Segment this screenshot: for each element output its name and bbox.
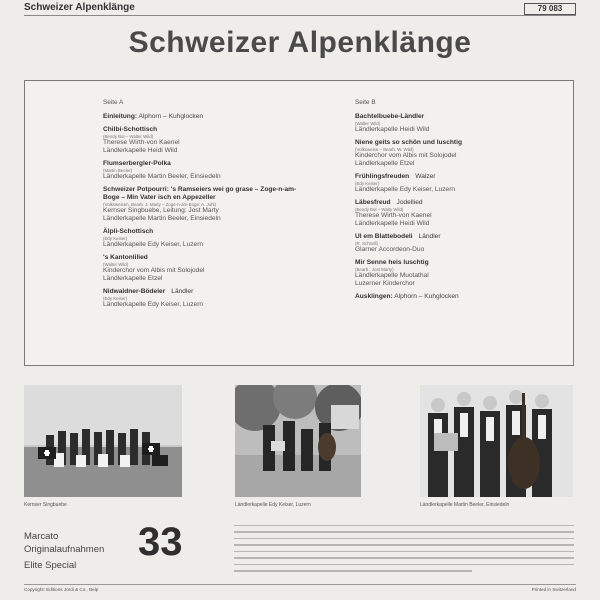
printed-in-notice: Printed in Switzerland bbox=[531, 587, 576, 592]
track-title: Niene geits so schön und luschtig bbox=[355, 139, 462, 146]
track-performer: Therese Wirth-von Kaenel bbox=[103, 139, 180, 146]
track-performer: Ländlerkapelle Edy Keiser, Luzern bbox=[103, 301, 204, 308]
bottom-divider bbox=[24, 584, 576, 585]
track-credit: (Volksweisen, Bearb. J. Marty – Zoge-n-am-Boge: A. Juhl) bbox=[103, 202, 216, 207]
track-side_a-2 bbox=[103, 160, 303, 181]
track-performer: Therese Wirth-von Kaenel bbox=[355, 212, 432, 219]
track-title: Mir Senne heis luschtig bbox=[355, 259, 429, 266]
track-genre: Walzer bbox=[415, 173, 436, 180]
track-credit: (Bearb.: Jost Marty) bbox=[355, 267, 394, 272]
side-a-label: Seite A bbox=[103, 99, 124, 106]
track-credit: (Bendy Bul – Walter Wild) bbox=[103, 134, 154, 139]
track-performer: Ländlerkapelle Etzel bbox=[355, 160, 415, 167]
track-credit: (R. Schnell) bbox=[355, 241, 378, 246]
photo-edy-keiser bbox=[235, 385, 361, 497]
track-credit: (Edy Keiser) bbox=[355, 181, 380, 186]
track-side_b-1 bbox=[355, 113, 555, 134]
catalog-number-box: 79 083 bbox=[524, 3, 576, 15]
track-credit: (Volksweise – Bearb. W. Wild) bbox=[355, 147, 414, 152]
track-performer: Ländlerkapelle Edy Keiser, Luzern bbox=[355, 186, 456, 193]
photo-caption-3: Ländlerkapelle Martin Beeler, Einsiedeln bbox=[420, 502, 510, 508]
photo-martin-beeler bbox=[420, 385, 573, 497]
side-a-track-list bbox=[103, 126, 303, 309]
track-performer: Ländlerkapelle Muotathal bbox=[355, 272, 429, 279]
track-performer: Ländlerkapelle Heidi Wild bbox=[103, 147, 178, 154]
series-label-elite: Elite Special bbox=[24, 560, 77, 571]
series-info bbox=[24, 530, 104, 572]
intro-text: Alphorn – Kuhglocken bbox=[138, 113, 204, 120]
track-title: Bachtelbuebe-Ländler bbox=[355, 113, 425, 120]
side-b-label: Seite B bbox=[355, 99, 376, 106]
track-side_b-3 bbox=[355, 173, 555, 194]
track-performer: Ländlerkapelle Martin Beeler, Einsiedeln bbox=[103, 173, 221, 180]
track-side_a-5 bbox=[103, 254, 303, 283]
track-genre: Jodellied bbox=[396, 199, 423, 206]
side-b-track-list bbox=[355, 113, 555, 288]
track-title: Chilbi-Schottisch bbox=[103, 126, 158, 133]
track-credit: (Walter Wild) bbox=[103, 262, 129, 267]
track-genre: Ländler bbox=[171, 288, 194, 295]
outro-label: Ausklingen: bbox=[355, 293, 393, 300]
track-credit: (Edy Keiser) bbox=[103, 236, 128, 241]
track-performer: Ländlerkapelle Heidi Wild bbox=[355, 220, 430, 227]
side-a-intro bbox=[103, 113, 303, 121]
speed-number: 33 bbox=[138, 520, 183, 564]
liner-notes-illegible bbox=[234, 525, 574, 577]
series-label-original: Originalaufnahmen bbox=[24, 544, 105, 555]
track-side_a-1 bbox=[103, 126, 303, 155]
track-title: Schweizer Potpourri: 's Ramseiers wei go grase – Zoge-n-am-Boge – Min Vater isch en Appezeller bbox=[103, 186, 297, 201]
track-credit: (Martin Beeler) bbox=[103, 168, 133, 173]
side-b-outro bbox=[355, 293, 555, 301]
top-series-label: Schweizer Alpenklänge bbox=[24, 2, 135, 13]
track-performer: Ländlerkapelle Etzel bbox=[103, 275, 163, 282]
photo-kernser-singbuebe bbox=[24, 385, 182, 497]
copyright-notice: Copyright: Editions Jordi & Co., Belp bbox=[24, 587, 99, 592]
track-title: Älpli-Schottisch bbox=[103, 228, 154, 235]
track-title: Nidwaldner-Bödeler bbox=[103, 288, 166, 295]
outro-text: Alphorn – Kuhglocken bbox=[394, 293, 459, 300]
side-b-column bbox=[355, 99, 555, 306]
track-side_b-6 bbox=[355, 259, 555, 288]
track-genre: Ländler bbox=[418, 233, 441, 240]
track-title: Ul em Blattebodeli bbox=[355, 233, 413, 240]
track-side_a-6 bbox=[103, 288, 303, 309]
track-title: 's Kantonlilied bbox=[103, 254, 148, 261]
track-side_b-4 bbox=[355, 199, 555, 228]
track-title: Frühlingsfreuden bbox=[355, 173, 410, 180]
track-performer: Ländlerkapelle Edy Keiser, Luzern bbox=[103, 241, 204, 248]
track-side_b-2 bbox=[355, 139, 555, 168]
track-side_a-4 bbox=[103, 228, 303, 249]
track-credit: (Walter Wild) bbox=[355, 121, 381, 126]
top-divider bbox=[24, 15, 576, 16]
side-a-column bbox=[103, 99, 303, 314]
track-performer: Kinderchor vom Albis mit Solojodel bbox=[355, 152, 457, 159]
track-credit: (Bendy Bul – Walty Wild) bbox=[355, 207, 404, 212]
photo-caption-2: Ländlerkapelle Edy Keiser, Luzern bbox=[235, 502, 311, 508]
track-performer: Ländlerkapelle Martin Beeler, Einsiedeln bbox=[103, 215, 221, 222]
photo-caption-1: Kernser Singbuebe bbox=[24, 502, 67, 508]
track-side_b-5 bbox=[355, 233, 555, 254]
track-performer: Glarner Accordeon-Duo bbox=[355, 246, 425, 253]
track-performer: Luzerner Kinderchor bbox=[355, 280, 415, 287]
intro-label: Einleitung: bbox=[103, 113, 138, 120]
track-title: Flumserbergler-Polka bbox=[103, 160, 171, 167]
series-label-marcato: Marcato bbox=[24, 531, 59, 542]
top-header-band bbox=[0, 0, 600, 14]
track-side_a-3 bbox=[103, 186, 303, 223]
track-performer: Kinderchor vom Albis mit Solojodel bbox=[103, 267, 205, 274]
album-title: Schweizer Alpenklänge bbox=[128, 26, 472, 59]
track-performer: Ländlerkapelle Heidi Wild bbox=[355, 126, 430, 133]
tracklist-box bbox=[24, 80, 574, 366]
track-title: Läbesfreud bbox=[355, 199, 391, 206]
track-performer: Kernser Singbuebe, Leitung: Jost Marty bbox=[103, 207, 219, 214]
track-credit: (Edy Keiser) bbox=[103, 296, 128, 301]
